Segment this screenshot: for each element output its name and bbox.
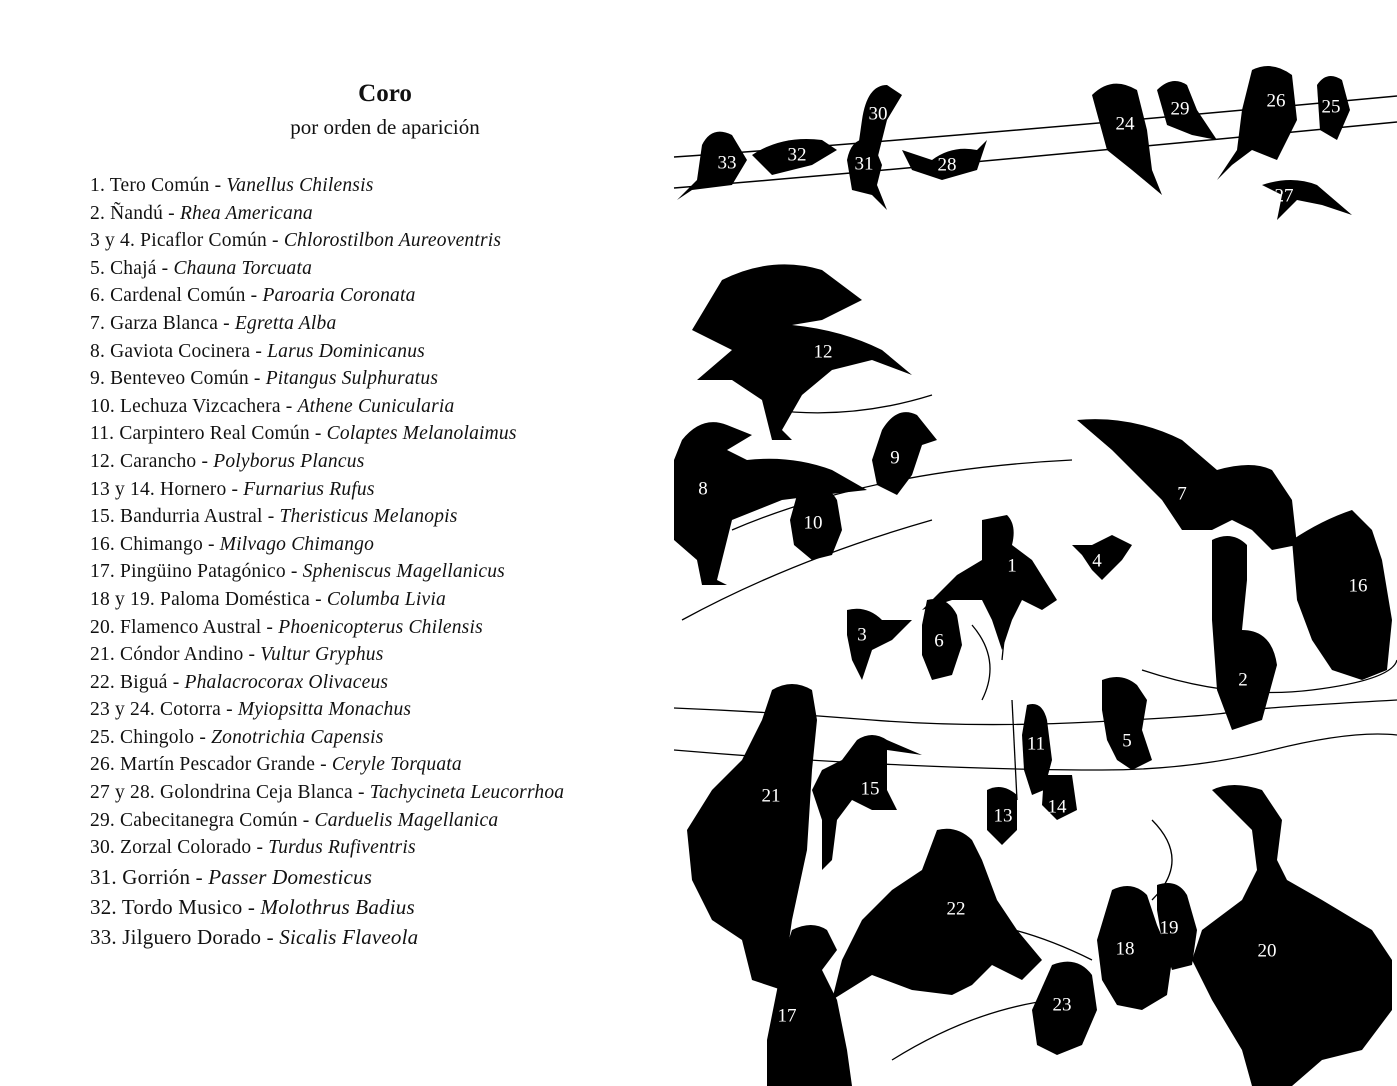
species-item [90,922,564,952]
scientific-name: Ceryle Torquata [331,754,462,776]
common-name: 23 y 24. Cotorra - [90,699,238,721]
bird-number-24: 24 [1115,113,1135,135]
scientific-name: Rhea Americana [179,202,313,224]
species-item [90,807,564,835]
page-subtitle: por orden de aparición [290,115,480,139]
bird-number-26: 26 [1266,90,1286,112]
bird-illustration [672,0,1397,1086]
scientific-name: Myiopsitta Monachus [237,699,412,721]
scientific-name: Furnarius Rufus [243,478,375,500]
bird-number-10: 10 [803,512,823,534]
common-name: 26. Martín Pescador Grande - [90,754,332,776]
species-item [90,751,564,779]
common-name: 13 y 14. Hornero - [90,478,244,500]
bird-number-20: 20 [1257,940,1277,962]
bird-number-15: 15 [860,778,880,800]
scientific-name: Sicalis Flaveola [279,924,419,949]
species-item [90,779,564,807]
species-item [90,669,564,697]
species-item [90,448,564,476]
bird-number-11: 11 [1026,733,1046,755]
common-name: 10. Lechuza Vizcachera - [90,395,298,417]
common-name: 16. Chimango - [90,533,220,555]
scientific-name: Vanellus Chilensis [226,175,374,196]
scientific-name: Colaptes Melanolaimus [326,423,517,445]
bird-number-8: 8 [698,478,708,500]
common-name: 11. Carpintero Real Común - [90,423,327,445]
bird-number-14: 14 [1047,796,1067,818]
bird-number-7: 7 [1177,483,1187,505]
species-item [90,892,564,922]
species-item [90,641,564,669]
bird-number-28: 28 [937,154,957,176]
common-name: 9. Benteveo Común - [90,368,266,390]
common-name: 33. Jilguero Dorado - [90,924,280,949]
common-name: 15. Bandurria Austral - [90,506,280,528]
silhouette-shapes [674,66,1392,1086]
species-item [90,420,564,448]
bird-number-29: 29 [1170,98,1190,120]
common-name: 20. Flamenco Austral - [90,616,279,638]
bird-number-17: 17 [777,1005,797,1027]
common-name: 30. Zorzal Colorado - [90,837,269,859]
scientific-name: Polyborus Plancus [213,450,365,472]
scientific-name: Egretta Alba [234,312,337,334]
scientific-name: Theristicus Melanopis [279,506,458,528]
bird-number-18: 18 [1115,938,1135,960]
scientific-name: Paroaria Coronata [262,285,416,307]
scientific-name: Chlorostilbon Aureoventris [283,230,502,252]
common-name: 6. Cardenal Común - [90,285,263,307]
species-item [90,614,564,642]
scientific-name: Larus Dominicanus [267,340,425,362]
species-item [90,365,564,393]
species-item [90,227,564,255]
bird-number-25: 25 [1321,96,1341,118]
page-title: Coro [358,80,412,107]
bird-number-16: 16 [1348,575,1368,597]
common-name: 31. Gorrión - [90,864,209,889]
scientific-name: Spheniscus Magellanicus [302,561,505,583]
common-name: 29. Cabecitanegra Común - [90,809,315,831]
bird-number-21: 21 [761,785,781,807]
species-item [90,282,564,310]
bird-number-23: 23 [1052,994,1072,1016]
scientific-name: Athene Cunicularia [297,395,455,417]
bird-number-1: 1 [1007,555,1017,577]
common-name: 8. Gaviota Cocinera - [90,340,268,362]
common-name: 2. Ñandú - [90,202,180,224]
common-name: 5. Chajá - [90,257,174,279]
bird-number-4: 4 [1092,550,1102,572]
species-item [90,503,564,531]
species-item [90,724,564,752]
scientific-name: Phoenicopterus Chilensis [278,616,483,638]
species-item [90,558,564,586]
common-name: 32. Tordo Musico - [90,894,261,919]
bird-number-6: 6 [934,630,944,652]
species-list [90,172,564,952]
scientific-name: Passer Domesticus [208,864,373,889]
scientific-name: Milvago Chimango [219,533,375,555]
bird-number-31: 31 [854,153,874,175]
species-item [90,338,564,366]
scientific-name: Chauna Torcuata [173,257,313,279]
common-name: 17. Pingüino Patagónico - [90,561,303,583]
species-item [90,834,564,862]
bird-number-27: 27 [1274,185,1294,207]
species-item [90,200,564,228]
scientific-name: Columba Livia [326,588,446,610]
bird-number-13: 13 [993,805,1013,827]
species-item [90,531,564,559]
scientific-name: Phalacrocorax Olivaceus [184,671,389,693]
scientific-name: Vultur Gryphus [260,644,384,666]
species-item [90,862,564,892]
scientific-name: Tachycineta Leucorrhoa [369,782,565,804]
common-name: 27 y 28. Golondrina Ceja Blanca - [90,782,370,804]
scientific-name: Pitangus Sulphuratus [265,368,439,390]
bird-number-30: 30 [868,103,888,125]
bird-number-32: 32 [787,144,807,166]
common-name: 12. Carancho - [90,450,214,472]
scientific-name: Molothrus Badius [260,894,415,919]
bird-number-22: 22 [946,898,966,920]
species-item [90,586,564,614]
scientific-name: Carduelis Magellanica [314,809,499,831]
common-name: 3 y 4. Picaflor Común - [90,230,284,252]
common-name: 7. Garza Blanca - [90,312,235,334]
scientific-name: Zonotrichia Capensis [211,726,384,748]
species-item [90,476,564,504]
common-name: 21. Cóndor Andino - [90,644,261,666]
species-item [90,310,564,338]
bird-number-9: 9 [890,447,900,469]
bird-number-12: 12 [813,341,833,363]
species-item [90,393,564,421]
common-name: 1. Tero Común - [90,175,227,196]
scientific-name: Turdus Rufiventris [268,837,416,859]
bird-silhouettes [672,0,1397,1086]
bird-number-5: 5 [1122,730,1132,752]
common-name: 22. Biguá - [90,671,185,693]
bird-number-19: 19 [1159,917,1179,939]
bird-number-2: 2 [1238,669,1248,691]
species-item [90,172,564,200]
bird-number-33: 33 [717,152,737,174]
species-item [90,696,564,724]
species-list-page [0,0,672,1086]
common-name: 25. Chingolo - [90,726,212,748]
bird-number-3: 3 [857,624,867,646]
common-name: 18 y 19. Paloma Doméstica - [90,588,327,610]
species-item [90,255,564,283]
